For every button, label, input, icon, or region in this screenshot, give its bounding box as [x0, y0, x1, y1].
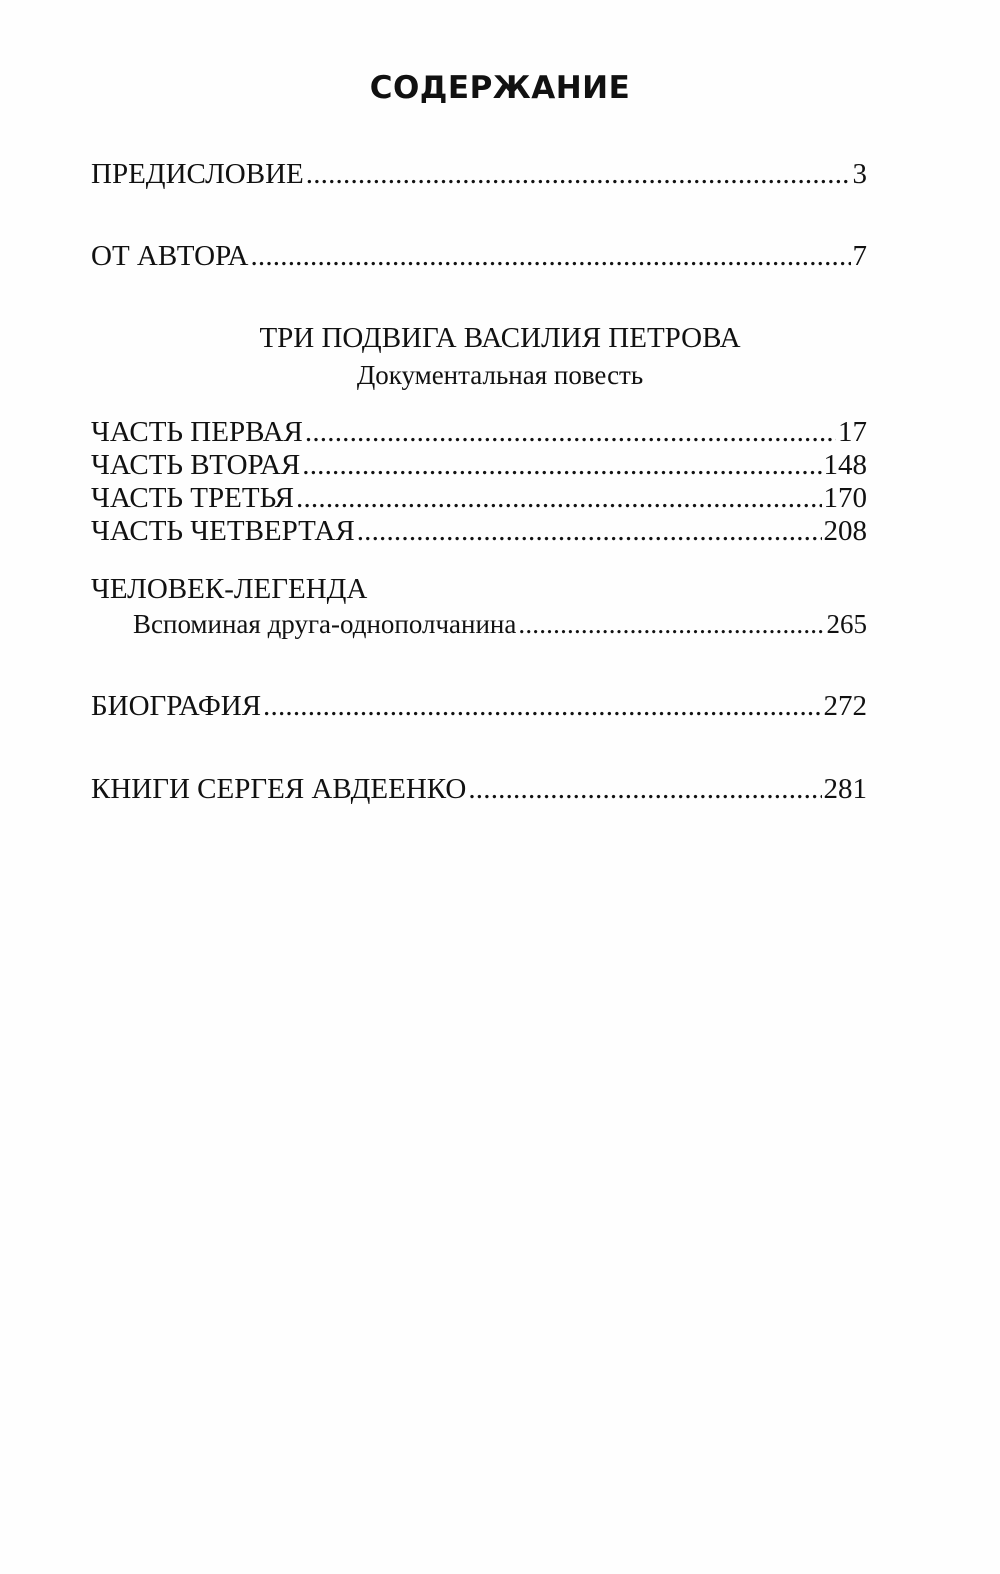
dot-leader	[250, 240, 850, 273]
toc-entry-from-author	[91, 240, 867, 273]
toc-entry-title: ЧАСТЬ ВТОРАЯ	[91, 449, 301, 481]
toc-entry-part-3	[91, 482, 867, 515]
dot-leader	[468, 773, 821, 806]
toc-entry-part-2	[91, 449, 867, 482]
toc-entry-title: КНИГИ СЕРГЕЯ АВДЕЕНКО	[91, 773, 467, 805]
legend-title: ЧЕЛОВЕК-ЛЕГЕНДА	[91, 573, 368, 605]
toc-entry-page: 3	[852, 158, 867, 190]
dot-leader	[306, 158, 851, 191]
toc-entry-page: 148	[823, 449, 867, 481]
toc-entry-title: БИОГРАФИЯ	[91, 690, 262, 722]
toc-entry-title: ЧАСТЬ ТРЕТЬЯ	[91, 482, 295, 514]
toc-entry-title: ЧАСТЬ ПЕРВАЯ	[91, 416, 303, 448]
dot-leader	[305, 416, 836, 449]
dot-leader	[302, 449, 821, 482]
dot-leader	[296, 482, 821, 515]
toc-entry-preface	[91, 158, 867, 191]
toc-entry-part-1	[91, 416, 867, 449]
toc-heading: СОДЕРЖАНИЕ	[369, 70, 631, 106]
toc-entry-books	[91, 773, 867, 806]
section-subtitle: Документальная повесть	[356, 360, 644, 390]
toc-entry-biography	[91, 690, 867, 723]
toc-entry-legend-sub	[133, 609, 867, 640]
toc-entry-part-4	[91, 515, 867, 548]
toc-entry-page: 272	[823, 690, 867, 722]
toc-entry-title: ОТ АВТОРА	[91, 240, 249, 272]
dot-leader	[263, 690, 821, 723]
toc-entry-page: 7	[852, 240, 867, 272]
toc-entry-page: 265	[826, 609, 867, 639]
toc-entry-title: ЧАСТЬ ЧЕТВЕРТАЯ	[91, 515, 355, 547]
toc-entry-title: ПРЕДИСЛОВИЕ	[91, 158, 304, 190]
section-title: ТРИ ПОДВИГА ВАСИЛИЯ ПЕТРОВА	[259, 322, 741, 354]
toc-entry-page: 281	[823, 773, 867, 805]
toc-entry-page: 208	[823, 515, 867, 547]
dot-leader	[518, 609, 824, 640]
toc-entry-page: 17	[838, 416, 867, 448]
dot-leader	[357, 515, 822, 548]
toc-entry-title: Вспоминая друга-однополчанина	[133, 609, 517, 639]
toc-entry-page: 170	[823, 482, 867, 514]
